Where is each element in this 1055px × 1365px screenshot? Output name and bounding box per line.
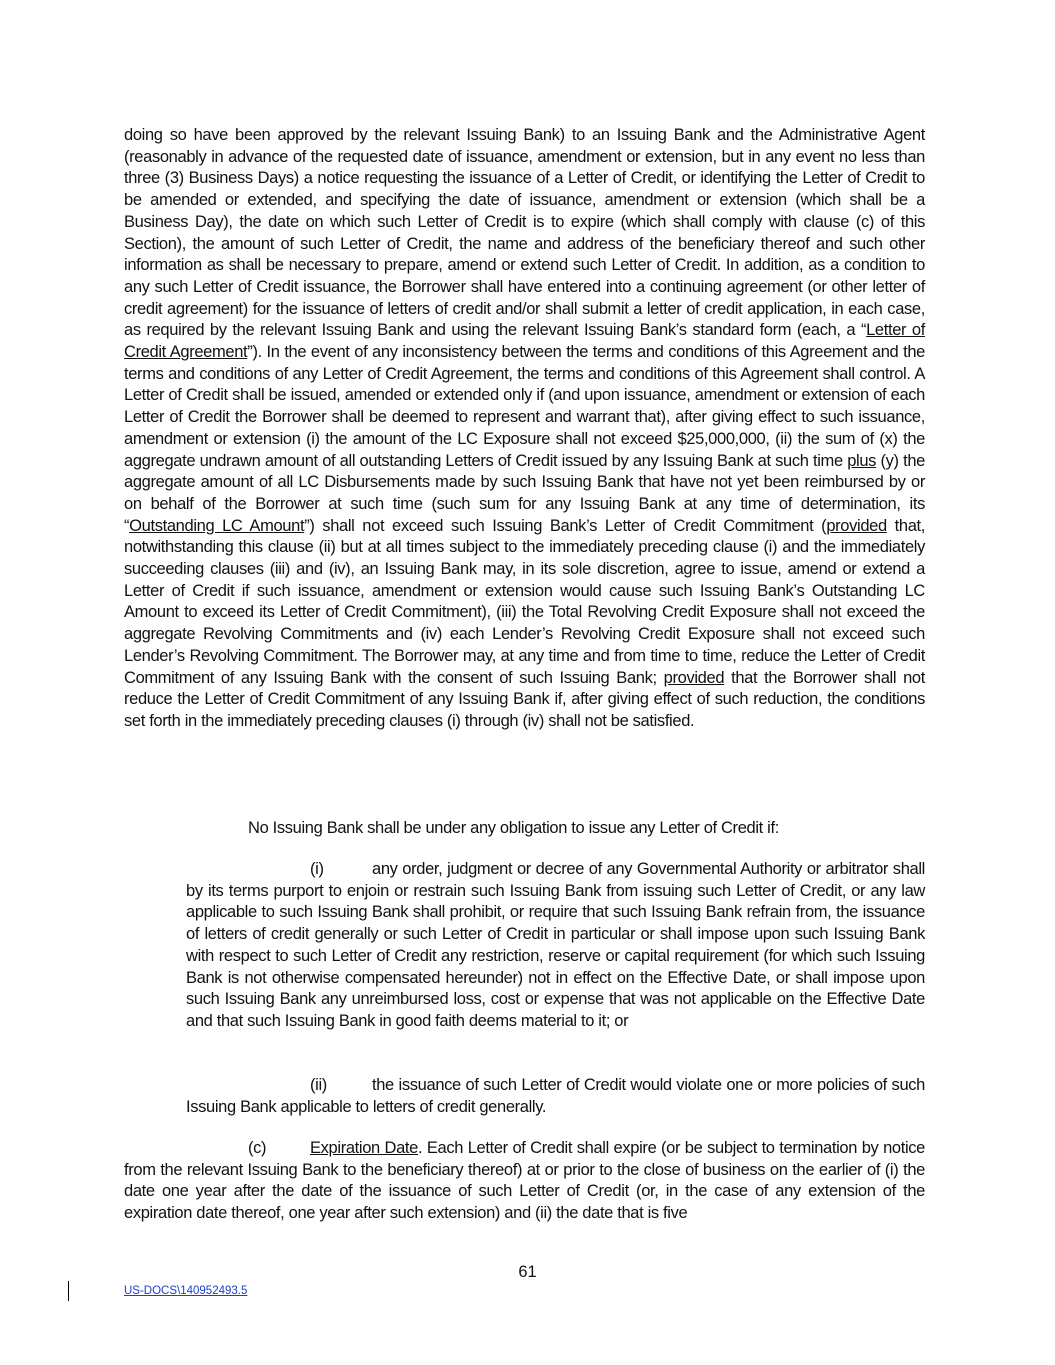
section-c-number: (c)	[248, 1139, 267, 1157]
section-c-text: . Each Letter of Credit shall expire (or be subject to termination by notice from the relevant Issuing Bank to the beneficiary thereof) at or prior to the close of business on the earlier of (i) the date one year after the date of the issuance of such Letter of Credit (or, in the case of any extension of the expiration date thereof, one year after such extension) and (ii) the date that is five	[124, 1139, 926, 1223]
clause-ii-text: the issuance of such Letter of Credit would violate one or more policies of such Issuing Bank applicable to letters of credit generally.	[186, 1076, 925, 1116]
term-provided-2: provided	[663, 668, 725, 687]
defined-term-letter-of-credit-agreement: Letter of Credit Agreement	[124, 321, 925, 362]
section-c	[124, 1138, 925, 1225]
document-id-link[interactable]: US-DOCS\140952493.5	[124, 1285, 248, 1297]
term-provided-1: provided	[826, 516, 887, 535]
main-paragraph-text-6: that the Borrower shall not reduce the Letter of Credit Commitment of any Issuing Bank if, after giving effect of such reduction, the conditions set forth in the immediately preceding clauses (i) through (iv) shall not be satisfied.	[124, 668, 925, 730]
clause-i-text: any order, judgment or decree of any Governmental Authority or arbitrator shall by its terms purport to enjoin or restrain such Issuing Bank from issuing such Letter of Credit, or any law applicable to such Issuing Bank shall prohibit, or require that such Issuing Bank refrain from, the issuance of letters of credit generally or such Letter of Credit in particular or shall impose upon such Issuing Bank with respect to such Letter of Credit any restriction, reserve or capital requirement (for which such Issuing Bank is not otherwise compensated hereunder) not in effect on the Effective Date, or shall impose upon such Issuing Bank any unreimbursed loss, cost or expense that was not applicable on the Effective Date and that such Issuing Bank in good faith deems material to it; or	[186, 860, 925, 1030]
main-paragraph-text-5: that, notwithstanding this clause (ii) but at all times subject to the immediately preceding clause (i) and the immediately succeeding clauses (iii) and (iv), an Issuing Bank may, in its sole discretion, agree to issue, amend or extend a Letter of Credit if such issuance, amendment or extension would cause such Issuing Bank’s Outstanding LC Amount to exceed its Letter of Credit Commitment), (iii) the Total Revolving Credit Exposure shall not exceed the aggregate Revolving Commitments and (iv) each Lender’s Revolving Credit Exposure shall not exceed such Lender’s Revolving Commitment. The Borrower may, at any time and from time to time, reduce the Letter of Credit Commitment of any Issuing Bank with the consent of such Issuing Bank;	[124, 516, 926, 687]
clause-ii	[186, 1075, 925, 1118]
main-paragraph-text-4: ”) shall not exceed such Issuing Bank’s Letter of Credit Commitment (	[304, 516, 827, 535]
main-paragraph-text-1: doing so have been approved by the relevant Issuing Bank) to an Issuing Bank and the Administrative Agent (reasonably in advance of the requested date of issuance, amendment or extension, but in any event no less than three (3) Business Days) a notice requesting the issuance of a Letter of Credit, or identifying the Letter of Credit to be amended or extended, and specifying the date of issuance, amendment or extension (which shall be a Business Day), the date on which such Letter of Credit is to expire (which shall comply with clause (c) of this Section), the amount of such Letter of Credit, the name and address of the beneficiary thereof and such other information as shall be necessary to prepare, amend or extend such Letter of Credit. In addition, as a condition to any such Letter of Credit issuance, the Borrower shall have entered into a continuing agreement (or other letter of credit agreement) for the issuance of letters of credit and/or shall submit a letter of credit application, in each case, as required by the relevant Issuing Bank and using the relevant Issuing Bank’s standard form (each, a “	[124, 126, 925, 340]
term-plus: plus	[847, 451, 877, 470]
main-paragraph-text-2: ”). In the event of any inconsistency between the terms and conditions of this Agreement and the terms and conditions of any Letter of Credit Agreement, the terms and conditions of this Agreement shall control. A Letter of Credit shall be issued, amended or extended only if (and upon issuance, amendment or extension of each Letter of Credit the Borrower shall be deemed to represent and warrant that), after giving effect to such issuance, amendment or extension (i) the amount of the LC Exposure shall not exceed $25,000,000, (ii) the sum of (x) the aggregate undrawn amount of all outstanding Letters of Credit issued by any Issuing Bank at such time	[124, 343, 925, 470]
intro-paragraph: No Issuing Bank shall be under any obligation to issue any Letter of Credit if:	[248, 819, 779, 837]
defined-term-outstanding-lc-amount: Outstanding LC Amount	[129, 516, 305, 535]
clause-i	[186, 859, 925, 1033]
revision-change-bar	[68, 1281, 69, 1301]
main-paragraph	[124, 125, 925, 733]
clause-ii-number: (ii)	[310, 1076, 327, 1094]
page-number: 61	[518, 1263, 537, 1281]
section-c-heading: Expiration Date	[310, 1139, 418, 1157]
main-paragraph-text-3: (y) the aggregate amount of all LC Disbursements made by such Issuing Bank that have not yet been reimbursed by or on behalf of the Borrower at such time (such sum for any Issuing Bank at any time of determination, its “	[124, 451, 925, 535]
clause-i-number: (i)	[310, 860, 324, 878]
